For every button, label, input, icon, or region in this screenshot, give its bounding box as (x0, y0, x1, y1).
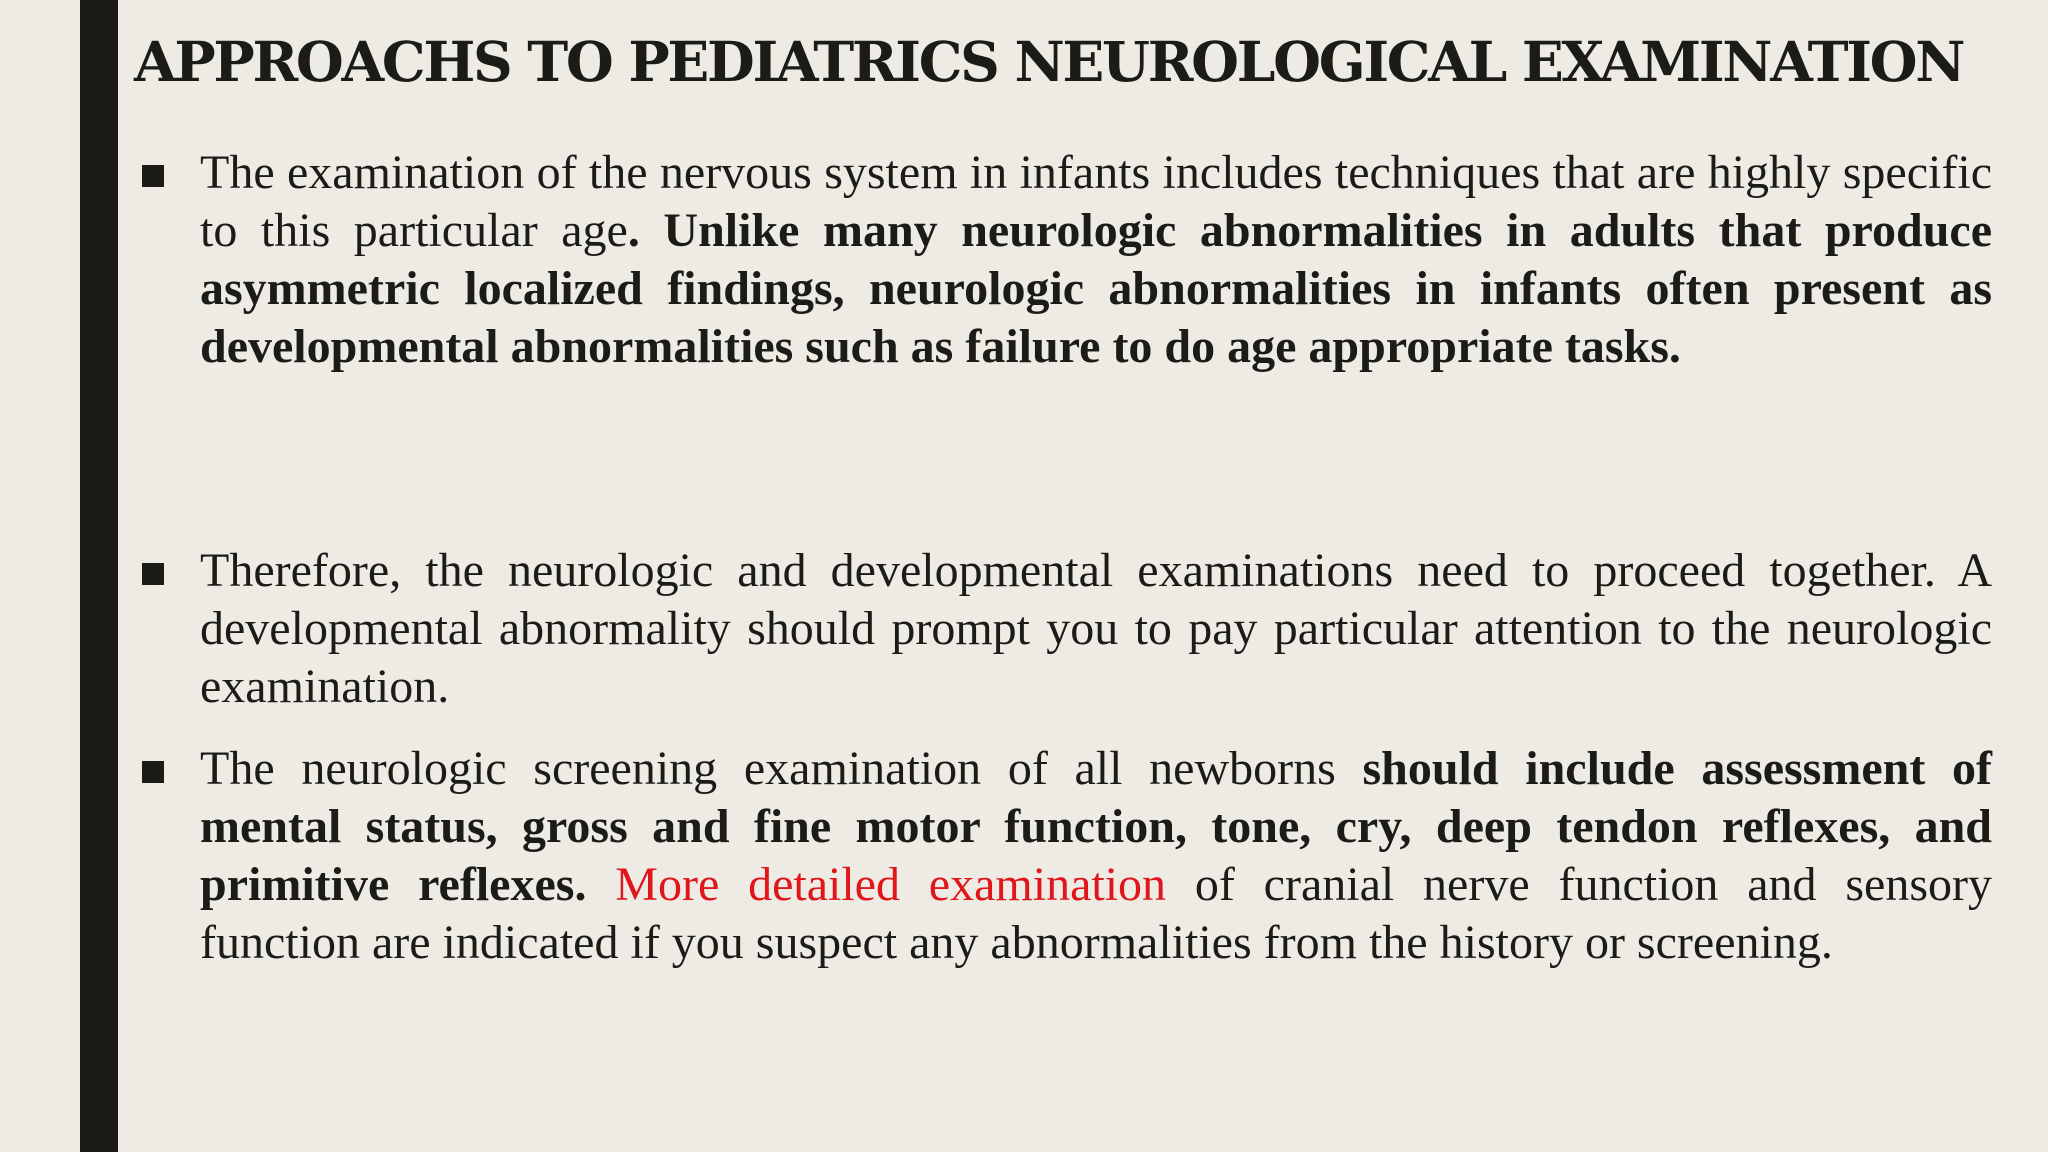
text-segment: Therefore, the neurologic and developmental examinations need to proceed together. A developmental abnormality should prompt you to pay particular attention to the neurologic examination. (200, 544, 1992, 713)
bullet-text (200, 740, 1992, 972)
square-bullet-icon (142, 165, 164, 187)
square-bullet-icon (142, 563, 164, 585)
bold-text-segment: . Unlike many neurologic abnormalities in adults that produce asymmetric localized findings, neurologic abnormalities in infants often present as developmental abnormalities such as failure to do age appropriate tasks. (200, 204, 1992, 373)
bullet-text (200, 542, 1992, 716)
red-text-segment: More detailed examination (615, 858, 1167, 911)
left-accent-bar (80, 0, 118, 1152)
slide-title: APPROACHS TO PEDIATRICS NEUROLOGICAL EXAMINATION (134, 29, 1964, 94)
text-segment: The neurologic screening examination of all newborns (200, 742, 1363, 795)
text-segment: The examination of the nervous system in infants includes techniques that are highly specific to this particular age (200, 146, 1992, 257)
square-bullet-icon (142, 761, 164, 783)
text-segment (586, 858, 615, 911)
bold-text-segment: should include assessment of mental status, gross and fine motor function, tone, cry, deep tendon reflexes, and primitive reflexes. (200, 742, 1992, 911)
text-segment: of cranial nerve function and sensory function are indicated if you suspect any abnormalities from the history or screening. (200, 858, 1993, 969)
bullet-text (200, 144, 1992, 376)
